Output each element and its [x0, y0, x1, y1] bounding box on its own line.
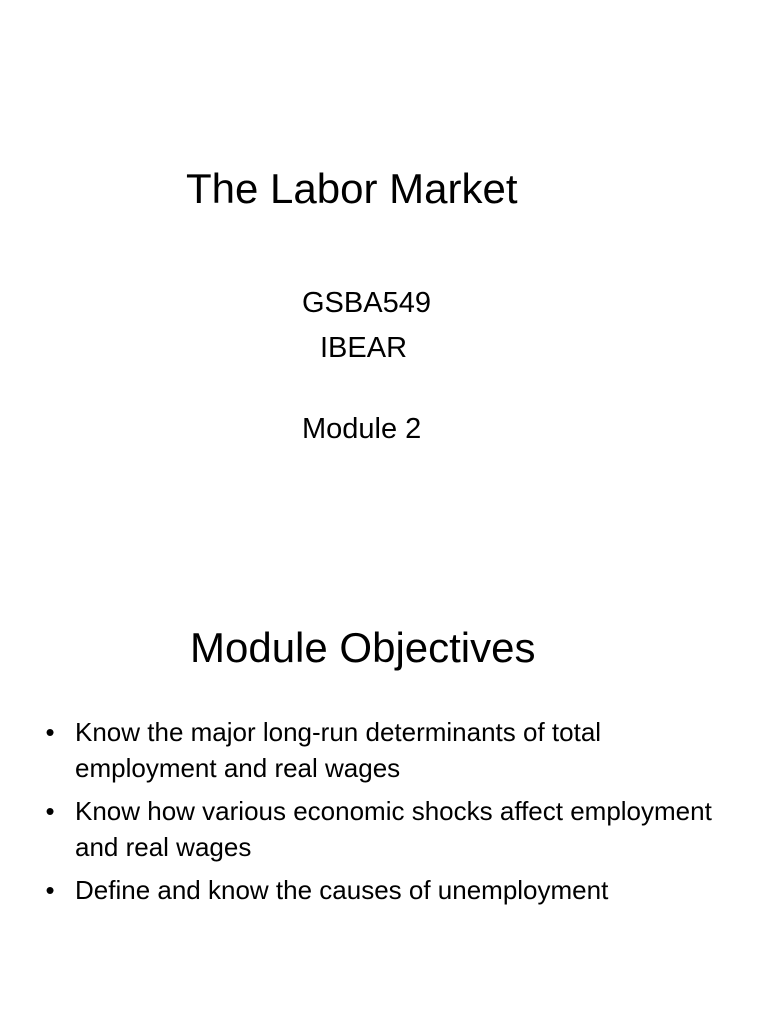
slide-title: Module Objectives — [190, 624, 536, 671]
list-item — [40, 714, 740, 786]
list-item — [40, 793, 740, 865]
course-code: GSBA549 — [302, 287, 431, 319]
list-item-text: Know the major long-run determinants of total employment and real wages — [75, 717, 602, 783]
program-name: IBEAR — [320, 332, 408, 364]
bullet-icon: • — [45, 875, 55, 905]
objectives-slide — [0, 512, 768, 1024]
list-item — [40, 872, 740, 908]
list-item-text: Know how various economic shocks affect employment and real wages — [75, 796, 712, 862]
list-item-text: Define and know the causes of unemployment — [75, 875, 609, 905]
bullet-icon: • — [45, 796, 55, 826]
objectives-list — [40, 714, 740, 915]
slide-title: The Labor Market — [186, 165, 518, 212]
bullet-icon: • — [45, 717, 55, 747]
module-label: Module 2 — [302, 413, 422, 445]
